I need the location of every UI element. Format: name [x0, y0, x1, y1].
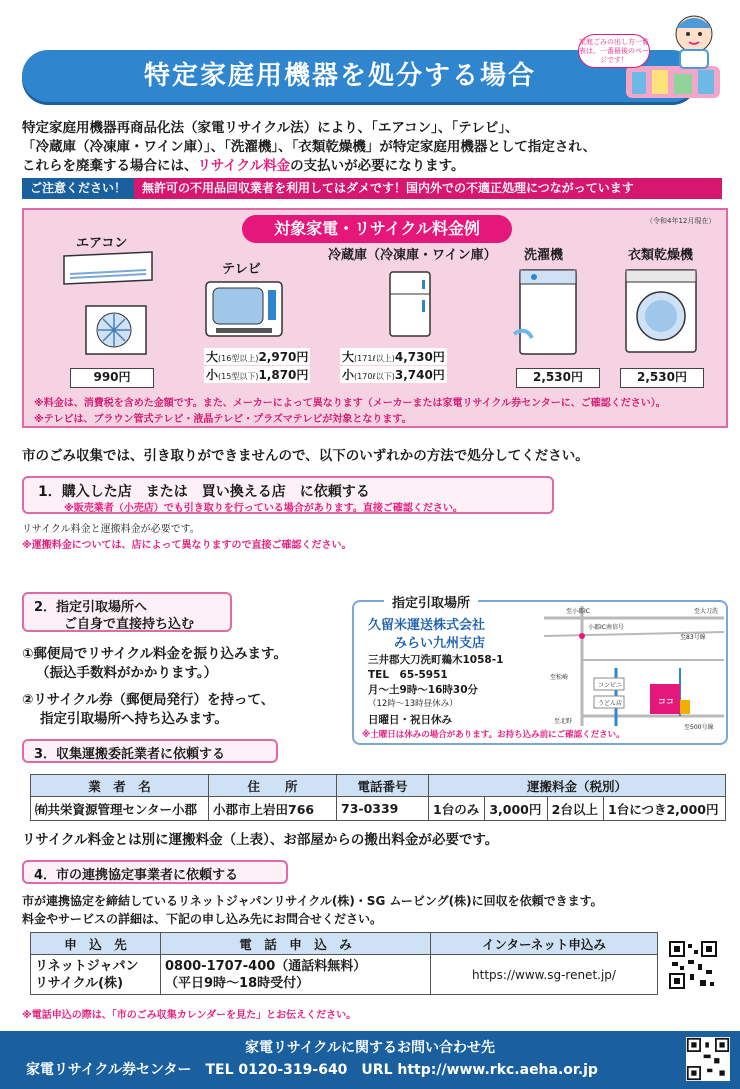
- map-label-tachiarai: 至大刀洗: [694, 608, 719, 615]
- table-cell: 2台以上: [547, 797, 603, 821]
- drop-off-title: 指定引取場所: [384, 592, 478, 611]
- fee-footnote-1: ※料金は、消費税を含めた金額です。また、メーカーによって異なります（メーカーまたは家電リサイクル券センターに、ご確認ください）。: [34, 398, 666, 409]
- table-header: 運搬料金（税別）: [429, 775, 726, 797]
- fridge-price-large: 大(171ℓ以上)4,730円: [342, 350, 445, 364]
- option-2-title-1: 2．指定引取場所へ: [34, 600, 148, 615]
- tv-icon: [204, 280, 284, 342]
- tv-price-large: 大(16型以上)2,970円: [206, 350, 309, 364]
- table-header: 業 者 名: [31, 775, 209, 797]
- table-cell: 1台につき2,000円: [604, 797, 726, 821]
- table-header: 電 話 申 込 み: [161, 933, 431, 955]
- table-cell: ㈲共栄資源管理センター小郡: [31, 797, 209, 821]
- option-3-note: リサイクル料金とは別に運搬料金（上表）、お部屋からの搬出料金が必要です。: [22, 832, 499, 848]
- website-link[interactable]: https://www.sg-renet.jp/: [431, 955, 658, 995]
- table-header: 申 込 先: [31, 933, 161, 955]
- hours: 月～土9時～16時30分: [368, 684, 479, 696]
- option-3-title: 3．収集運搬委託業者に依頼する: [34, 747, 226, 762]
- footer-qr-code-icon: [686, 1037, 730, 1081]
- map-label-convenience: コンビニ: [598, 682, 623, 689]
- washer-price: 2,530円: [516, 368, 600, 388]
- tv-price-small: 小(15型以下)1,870円: [206, 368, 309, 382]
- table-row: [31, 955, 658, 995]
- map-label-signal: 小郡IC南信号: [588, 624, 624, 631]
- access-map: [544, 606, 724, 726]
- partner-table: [30, 932, 658, 995]
- option-2-title-2: ご自身で直接持ち込む: [64, 617, 195, 632]
- map-label-udon: うどん店: [598, 700, 623, 707]
- option-1-line-1: リサイクル料金と運搬料金が必要です。: [22, 524, 200, 535]
- fridge-icon: [388, 270, 432, 338]
- table-cell: リネットジャパン リサイクル(株): [31, 955, 161, 995]
- aircon-icon: [60, 250, 156, 290]
- footer-heading: 家電リサイクルに関するお問い合わせ先: [244, 1040, 496, 1056]
- address: 三井郡大刀洗町鵜木1058-1: [368, 654, 504, 666]
- fee-examples-title: 対象家電・リサイクル料金例: [242, 215, 512, 243]
- table-cell: 73-0339: [337, 797, 429, 821]
- dryer-label: 衣類乾燥機: [628, 248, 694, 263]
- aircon-label: エアコン: [76, 236, 128, 251]
- option-2-step-1b: （振込手数料がかかります。）: [36, 665, 218, 681]
- intro-line-2: 「冷蔵庫（冷凍庫・ワイン庫）」、「洗濯機」、「衣類乾燥機」が特定家庭用機器として指定され、: [22, 139, 597, 155]
- branch-name: みらい九州支店: [394, 636, 486, 651]
- table-cell: 0800-1707-400（通話料無料） （平日9時～18時受付）: [161, 955, 431, 995]
- fridge-price-small: 小(170ℓ以下)3,740円: [342, 368, 445, 382]
- option-4-line-2: 料金やサービスの詳細は、下記の申し込み先にお問合せください。: [22, 912, 383, 926]
- fee-examples-box: [22, 208, 728, 428]
- page-title: 特定家庭用機器を処分する場合: [143, 61, 536, 91]
- washer-label: 洗濯機: [524, 248, 564, 263]
- option-1-line-2: ※運搬料金については、店によって異なりますので直接ご確認ください。: [22, 540, 352, 551]
- lunch-break: （12時～13時昼休み）: [368, 699, 458, 709]
- table-header: インターネット申込み: [431, 933, 658, 955]
- intro-line-3: これらを廃棄する場合には、リサイクル料金の支払いが必要になります。: [22, 158, 465, 174]
- map-label-here: ココ: [658, 697, 674, 706]
- table-header: 電話番号: [337, 775, 429, 797]
- intro-line-1: 特定家庭用機器再商品化法（家電リサイクル法）により、「エアコン」、「テレビ」、: [22, 120, 519, 136]
- table-header: 住 所: [209, 775, 337, 797]
- fee-footnote-2: ※テレビは、ブラウン管式テレビ・液晶テレビ・プラズマテレビが対象となります。: [34, 414, 412, 425]
- option-4-line-1: 市が連携協定を締結しているリネットジャパンリサイクル(株)・SG ムービング(株)に回収を依頼できます。: [22, 894, 603, 908]
- qr-code-icon: [668, 940, 718, 990]
- table-cell: 3,000円: [485, 797, 547, 821]
- footer: [0, 1031, 740, 1089]
- recycle-fee-emphasis: リサイクル料金: [197, 158, 291, 174]
- map-label-route500: 至500号線: [684, 724, 714, 731]
- map-label-route83: 至83号線: [680, 634, 706, 641]
- map-label-kitano: 至北野: [554, 718, 573, 725]
- table-cell: 1台のみ: [429, 797, 485, 821]
- option-2-box: [22, 592, 232, 632]
- warning-text: 無許可の不用品回収業者を利用してはダメです！国内外での不適正処理につながっています: [142, 181, 634, 195]
- option-3-box: [22, 739, 278, 763]
- warning-tag: ご注意ください！: [22, 178, 134, 199]
- closed-days: 日曜日・祝日休み: [368, 714, 452, 726]
- washer-icon: [512, 266, 584, 358]
- tv-label: テレビ: [222, 262, 261, 277]
- option-1-title: 1．購入した店 または 買い換える店 に依頼する: [38, 484, 370, 500]
- option-4-title: 4．市の連携協定事業者に依頼する: [34, 868, 239, 883]
- phone-note: ※電話申込の際は、「市のごみ収集カレンダーを見た」とお伝えください。: [22, 1010, 357, 1021]
- option-1-box: [22, 476, 554, 514]
- warning-bar: [22, 178, 722, 199]
- phone: TEL 65-5951: [368, 669, 448, 681]
- outdoor-unit-icon: [84, 302, 148, 358]
- table-header-row: [31, 933, 658, 955]
- contractor-table: [30, 774, 726, 821]
- footer-contact: 家電リサイクル券センター TEL 0120-319-640 URL http://www.rkc.aeha.or.jp: [26, 1062, 598, 1078]
- saturday-note: ※土曜日は休みの場合があります。お持ち込み前にご確認ください。: [362, 730, 625, 740]
- dryer-price: 2,530円: [620, 368, 704, 388]
- speech-bubble: 家庭ごみの出し方一覧表は、一番最後のページです！: [578, 34, 650, 68]
- table-header-row: [31, 775, 726, 797]
- fridge-label: 冷蔵庫（冷凍庫・ワイン庫）: [328, 248, 497, 263]
- drop-off-location-box: [352, 596, 728, 745]
- option-2-step-1a: ①郵便局でリサイクル料金を振り込みます。: [22, 646, 287, 662]
- company-name: 久留米運送株式会社: [368, 618, 486, 633]
- map-label-matsuzaki: 至松崎: [550, 674, 569, 681]
- table-cell: 小郡市上岩田766: [209, 797, 337, 821]
- aircon-price: 990円: [70, 368, 154, 388]
- option-2-step-2b: 指定引取場所へ持ち込みます。: [40, 711, 228, 727]
- option-2-step-2a: ②リサイクル券（郵便局発行）を持って、: [22, 692, 275, 708]
- option-4-box: [22, 860, 288, 884]
- dryer-icon: [624, 268, 698, 354]
- instruction-text: 市のごみ収集では、引き取りができませんので、以下のいずれかの方法で処分してください。: [22, 448, 589, 464]
- option-1-note: ※販売業者（小売店）でも引き取りを行っている場合があります。直接ご確認ください。: [64, 503, 463, 514]
- map-label-ic: 至小郡IC: [566, 608, 590, 615]
- fee-date-note: （令和4年12月現在）: [646, 217, 716, 225]
- table-row: [31, 797, 726, 821]
